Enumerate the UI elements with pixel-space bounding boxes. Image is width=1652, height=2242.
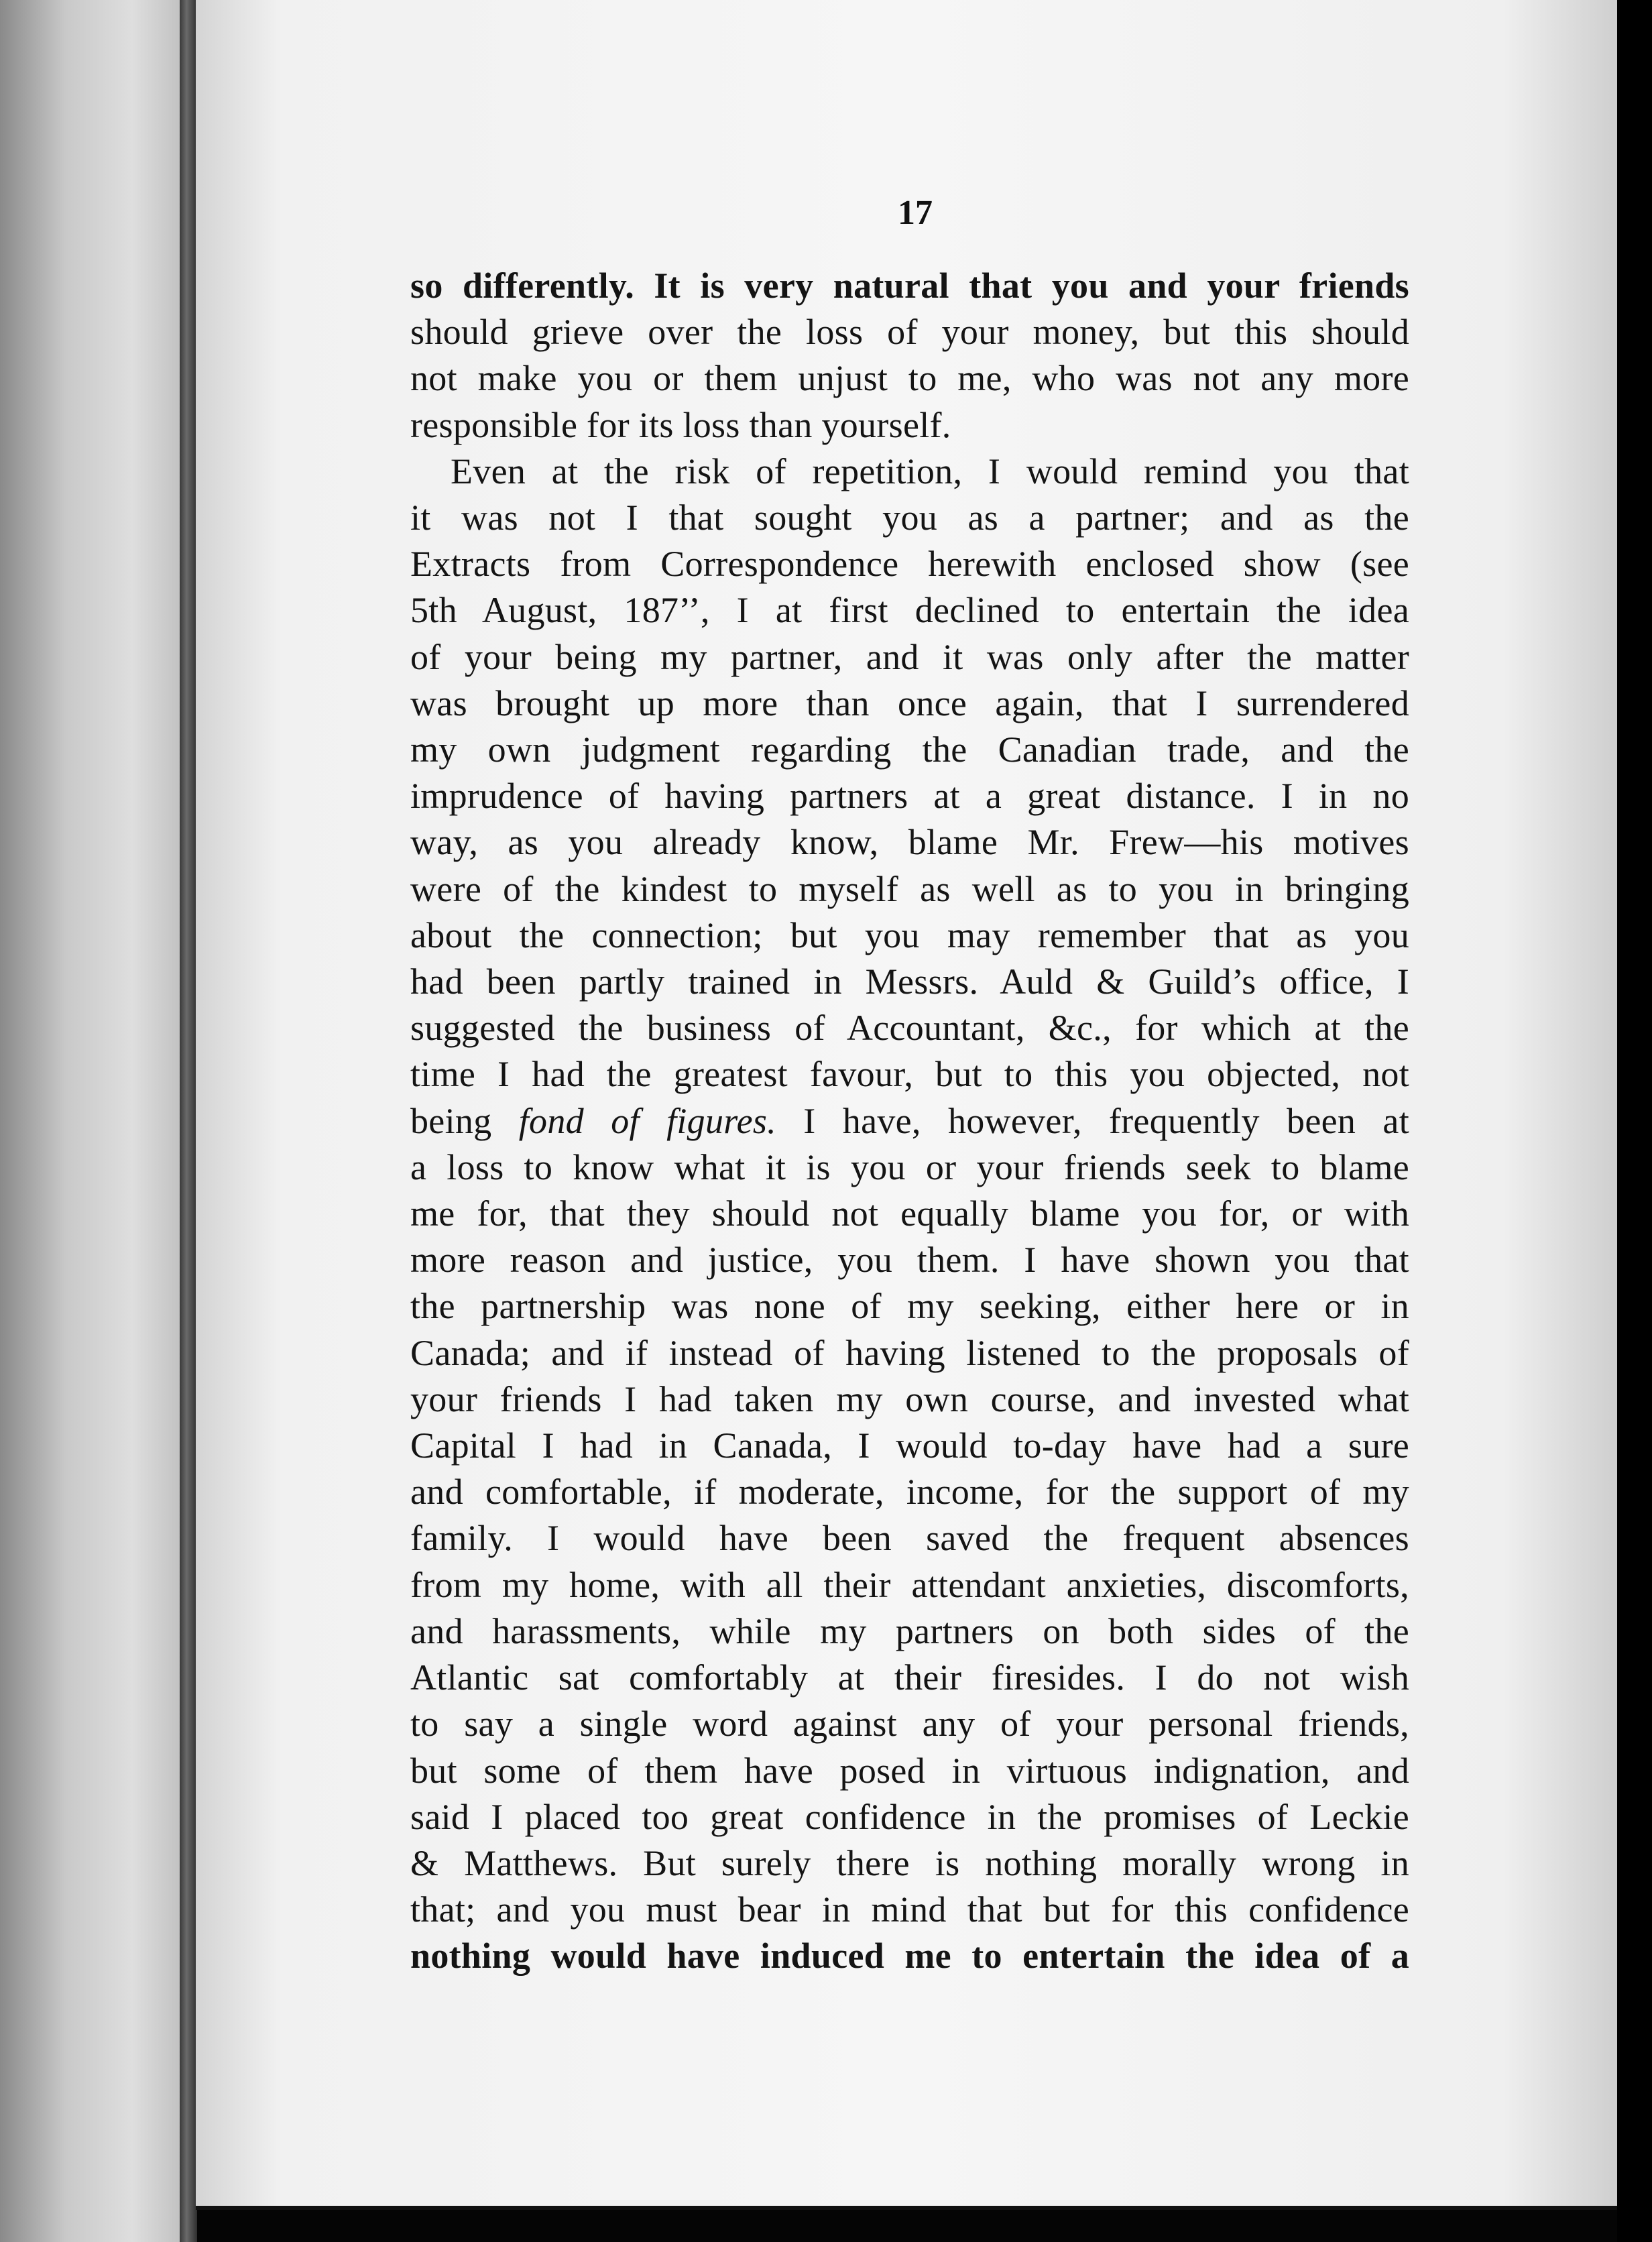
text-line: family. I would have been saved the frequent absences (410, 1518, 1409, 1559)
text-line: way, as you already know, blame Mr. Frew—his motives (410, 822, 1409, 863)
text-line: were of the kindest to myself as well as to you in bringing (410, 868, 1409, 909)
page-number: 17 (898, 194, 933, 232)
book-spine (180, 0, 197, 2242)
text-line: to say a single word against any of your personal friends, (410, 1704, 1409, 1745)
text-segment: being (410, 1100, 492, 1141)
text-line: suggested the business of Accountant, &c., for which at the (410, 1008, 1409, 1049)
text-line: from my home, with all their attendant anxieties, discomforts, (410, 1564, 1409, 1605)
text-line: Extracts from Correspondence herewith enclosed show (see (410, 544, 1409, 585)
text-line: should grieve over the loss of your money, but this should (410, 312, 1409, 353)
text-line: a loss to know what it is you or your friends seek to blame (410, 1146, 1409, 1187)
text-line: Canada; and if instead of having listened to the proposals of (410, 1332, 1409, 1373)
italic-phrase: fond of figures. (518, 1100, 776, 1141)
text-line: that; and you must bear in mind that but for this confidence (410, 1889, 1409, 1930)
text-line: imprudence of having partners at a great distance. I in no (410, 776, 1409, 817)
text-line: time I had the greatest favour, but to this you objected, not (410, 1054, 1409, 1095)
text-line: responsible for its loss than yourself. (410, 404, 951, 445)
text-line: not make you or them unjust to me, who was not any more (410, 358, 1409, 399)
text-line: Atlantic sat comfortably at their firesides. I do not wish (410, 1657, 1409, 1698)
text-line: had been partly trained in Messrs. Auld & Guild’s office, I (410, 961, 1409, 1002)
body-text (410, 263, 1409, 1980)
text-line: and harassments, while my partners on both sides of the (410, 1610, 1409, 1651)
scan-border (1617, 0, 1652, 2242)
text-line-with-italic (410, 1098, 1409, 1144)
text-line: about the connection; but you may remember that as you (410, 914, 1409, 955)
text-line: more reason and justice, you them. I have shown you that (410, 1240, 1409, 1281)
text-line: the partnership was none of my seeking, either here or in (410, 1286, 1409, 1327)
facing-page-edge (0, 0, 189, 2242)
text-line: was brought up more than once again, that I surrendered (410, 683, 1409, 723)
text-line: so differently. It is very natural that you and your friends (410, 266, 1409, 306)
text-line: & Matthews. But surely there is nothing morally wrong in (410, 1842, 1409, 1883)
text-line: my own judgment regarding the Canadian trade, and the (410, 729, 1409, 770)
text-line: your friends I had taken my own course, and invested what (410, 1378, 1409, 1419)
text-line: Capital I had in Canada, I would to-day have had a sure (410, 1425, 1409, 1466)
text-line: nothing would have induced me to entertain the idea of a (410, 1936, 1409, 1976)
text-line: said I placed too great confidence in the promises of Leckie (410, 1796, 1409, 1837)
text-line: of your being my partner, and it was only after the matter (410, 636, 1409, 677)
text-line: 5th August, 187’’, I at first declined to entertain the idea (410, 590, 1409, 631)
text-line: me for, that they should not equally blame you for, or with (410, 1193, 1409, 1234)
text-line: but some of them have posed in virtuous indignation, and (410, 1750, 1409, 1791)
text-line: Even at the risk of repetition, I would remind you that (451, 451, 1409, 491)
text-line: and comfortable, if moderate, income, for the support of my (410, 1472, 1409, 1513)
text-line: it was not I that sought you as a partner; and as the (410, 497, 1409, 538)
text-segment: I have, however, frequently been at (803, 1100, 1409, 1141)
